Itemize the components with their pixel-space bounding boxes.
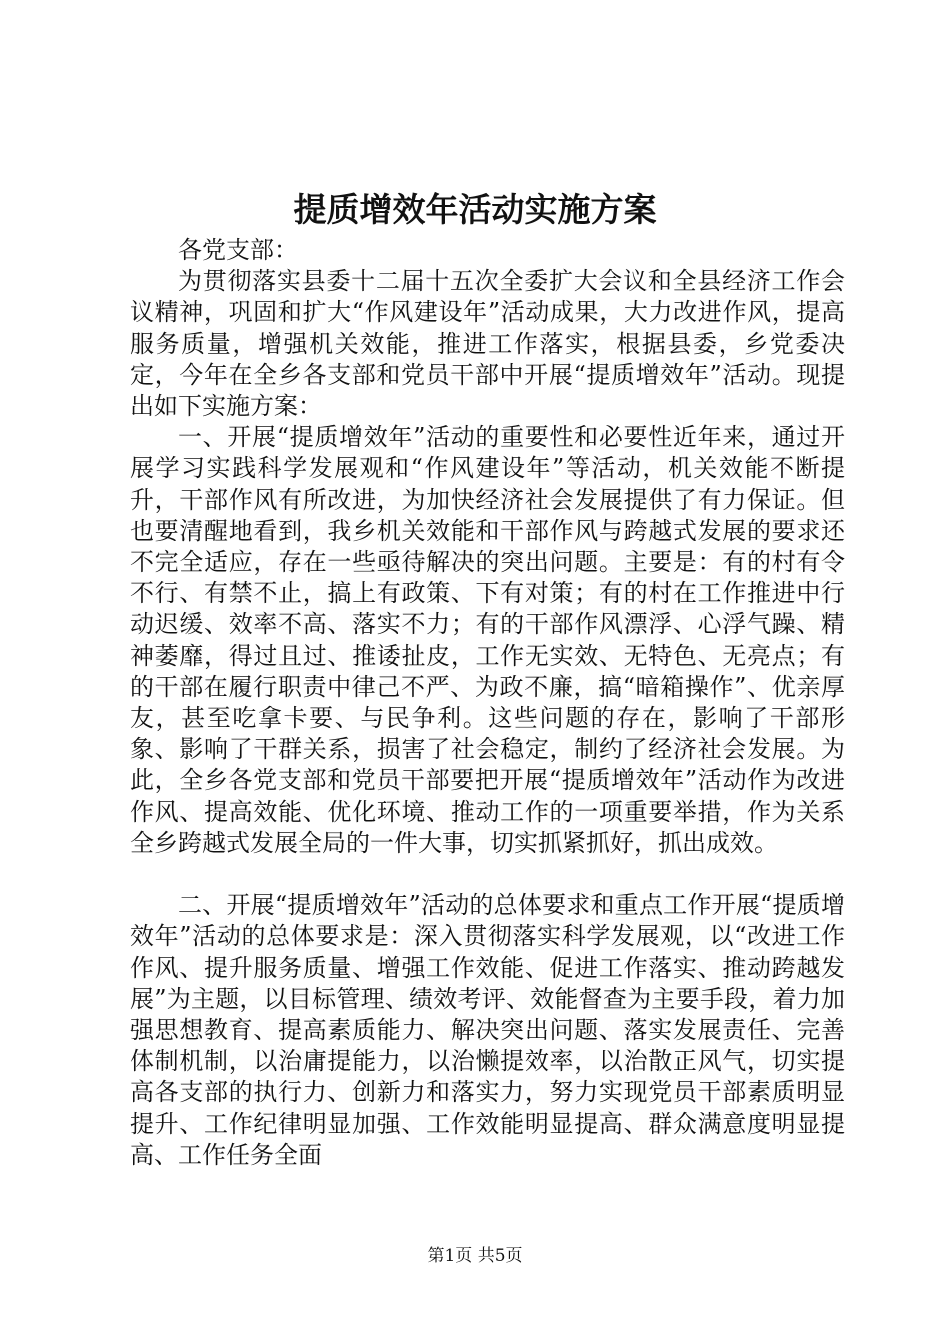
- page-indicator: 第1页 共5页: [427, 1246, 523, 1266]
- salutation: 各党支部：: [178, 236, 298, 264]
- document-body: [130, 235, 845, 1171]
- document-title: 提质增效年活动实施方案: [293, 190, 657, 229]
- paragraph-section-1: 一、开展“提质增效年”活动的重要性和必要性近年来，通过开展学习实践科学发展观和“作风建设年”等活动，机关效能不断提升，干部作风有所改进，为加快经济社会发展提供了有力保证。但也要清醒地看到，我乡机关效能和干部作风与跨越式发展的要求还不完全适应，存在一些亟待解决的突出问题。主要是：有的村有令不行、有禁不止，搞上有政策、下有对策；有的村在工作推进中行动迟缓、效率不高、落实不力；有的干部作风漂浮、心浮气躁、精神萎靡，得过且过、推诿扯皮，工作无实效、无特色、无亮点；有的干部在履行职责中律己不严、为政不廉，搞“暗箱操作”、优亲厚友，甚至吃拿卡要、与民争利。这些问题的存在，影响了干部形象、影响了干群关系，损害了社会稳定，制约了经济社会发展。为此，全乡各党支部和党员干部要把开展“提质增效年”活动作为改进作风、提高效能、优化环境、推动工作的一项重要举措，作为关系全乡跨越式发展全局的一件大事，切实抓紧抓好，抓出成效。: [130, 423, 845, 857]
- paragraph-intro: 为贯彻落实县委十二届十五次全委扩大会议和全县经济工作会议精神，巩固和扩大“作风建设年”活动成果，大力改进作风，提高服务质量，增强机关效能，推进工作落实，根据县委，乡党委决定，今年在全乡各支部和党员干部中开展“提质增效年”活动。现提出如下实施方案：: [130, 267, 845, 421]
- paragraph-section-2: 二、开展“提质增效年”活动的总体要求和重点工作开展“提质增效年”活动的总体要求是：深入贯彻落实科学发展观，以“改进工作作风、提升服务质量、增强工作效能、促进工作落实、推动跨越发展”为主题，以目标管理、绩效考评、效能督查为主要手段，着力加强思想教育、提高素质能力、解决突出问题、落实发展责任、完善体制机制，以治庸提能力，以治懒提效率，以治散正风气，切实提高各支部的执行力、创新力和落实力，努力实现党员干部素质明显提升、工作纪律明显加强、工作效能明显提高、群众满意度明显提高、工作任务全面: [130, 891, 845, 1169]
